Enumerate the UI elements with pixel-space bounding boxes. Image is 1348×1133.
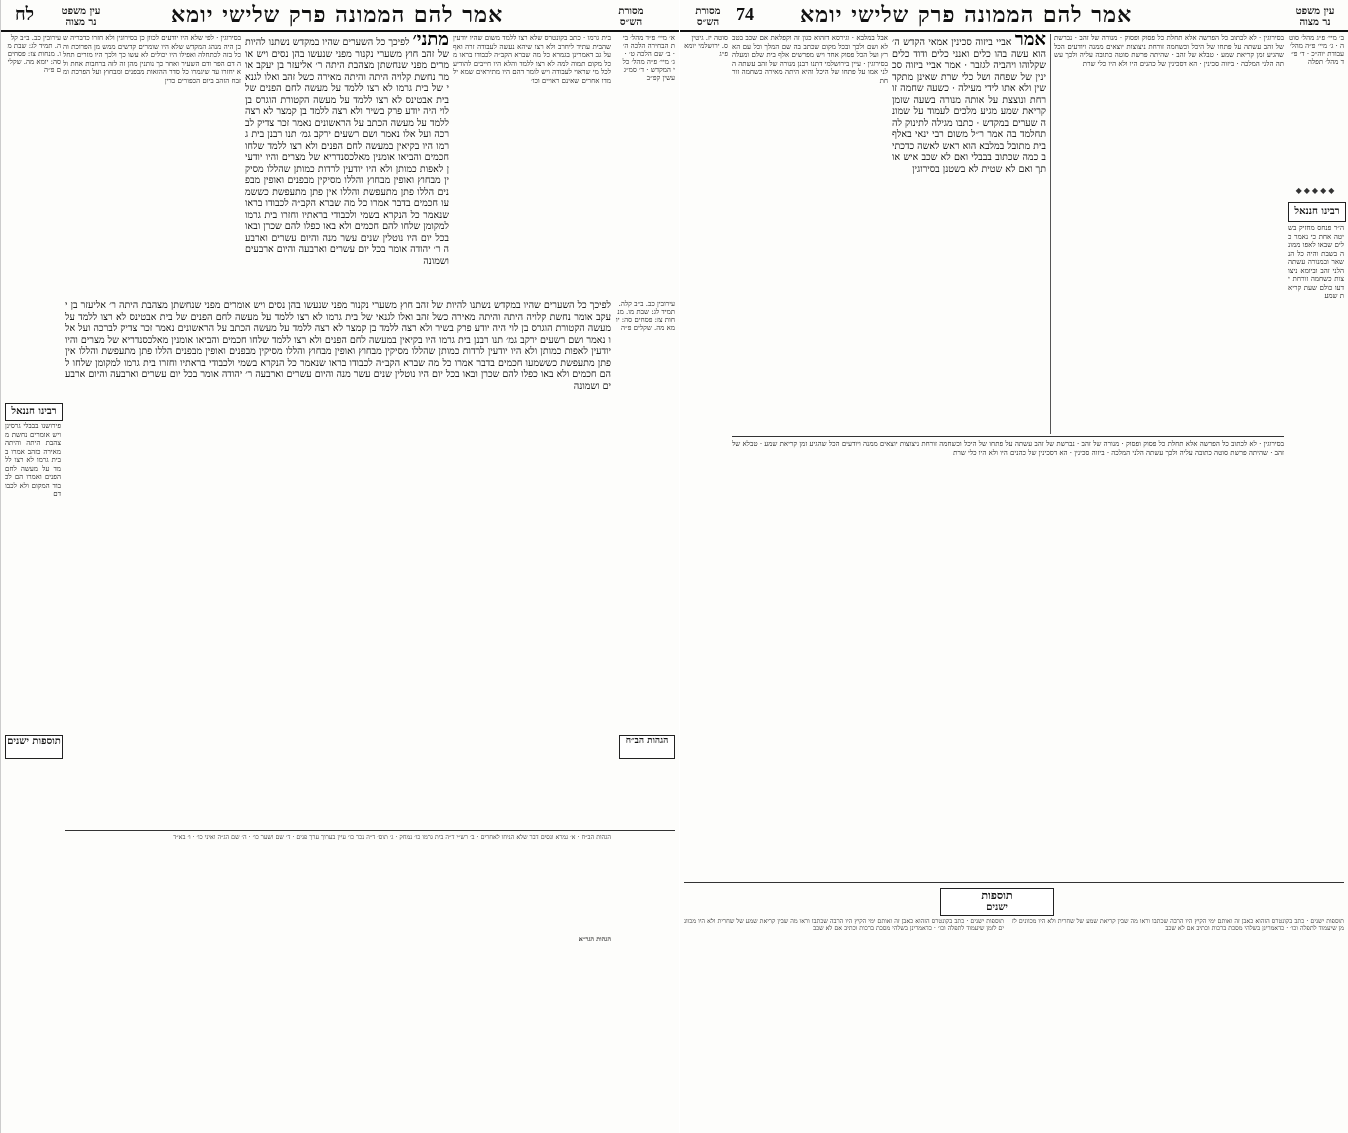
left-gemara-open-word: מתני׳ xyxy=(412,34,449,50)
left-notes-block: הגהות הב״ח · א׳ גמרא ונסים דבר שלא הניחו לאחרים · ב׳ רש״י ד״ה בית גרמו כו׳ נמחק · ג׳ תוס׳ ד״ה נכר כו׳ עיין בערוך ערך פנים · ד׳ שם ושער כו׳ · ה׳ שם הג״ה ואיני כו׳ · ו׳ בא״ד xyxy=(173,834,611,841)
left-tosafot-yeshanim-box: תוספות ישנים xyxy=(5,735,63,759)
right-page xyxy=(680,0,1348,1133)
right-gemara-open-word: אמר xyxy=(1014,34,1046,50)
left-page-outer-margin: עירובין כב. ב״ב קלה. תמיד לג: שבת מו. מנחות צז: פסחים סה: יומא מה. שקלים פ״ה xyxy=(7,34,61,74)
right-page-inner-margin: סוטה יז. גיטין ס. ירושלמי יומא פ״ג xyxy=(684,34,728,58)
left-page-inner-margin: א׳ מיי׳ פ״ד מהל׳ בית הבחירה הלכה ה׳ · ב׳ שם הלכה ט׳ · ג׳ מיי׳ פ״ה מהל׳ כלי המקדש · ד׳ סמ״ג עשין קפ״ב xyxy=(622,34,675,82)
right-page-outer-margin: ב׳ מיי׳ פ״ג מהל׳ סוטה · ג׳ מיי׳ פ״ה מהל׳ עבודת יוה״כ · ד׳ פ״ד מהל׳ תפלה xyxy=(1288,34,1344,66)
right-tosafot-divider xyxy=(684,882,1344,883)
left-page-title: אמר להם הממונה פרק שלישי יומא xyxy=(171,2,504,28)
left-masoret-label: מסורת הש״ס xyxy=(618,6,644,28)
right-page-number: 74 xyxy=(736,4,754,24)
right-column-rule xyxy=(1050,34,1051,434)
right-gemara-main xyxy=(892,34,1046,432)
right-rashi-top: בסירוגין · לא לכתוב כל הפרשה אלא תחלת כל פסוק ופסוק · מנורה של זהב · נברשת של זהב עשתה על פתחו של היכל וכשחמה זורחת ניצוצות יוצאים ממנה ויודעים הכל שהגיע זמן קריאת שמע · טבלא של זהב · שהיתה פרשת סוטה כתובה עליה ולכך עשתה הלני המלכה · ביזוה סכינין · הא דסכינין של כהנים היו ולא היו כלי שרת xyxy=(1054,34,1284,68)
right-yeshanim-label: ישנים xyxy=(986,902,1008,913)
right-notes-right: תוספות ישנים · כתב בקונטרס הזהוא כאבן זה ואותם ימי הקיץ היו הרבה שכתבו וראו מה שבין קריאת שמע של שחרית ולא היו מכוונים לזמן שיעמוד לתפלה וכו׳ · כדאמרינן בשלהי מסכת ברכות וכתיב אם לא שכב xyxy=(1012,918,1344,933)
right-notes-left: תוספות ישנים · כתב בקונטרס הזהוא כאבן זה ואותם ימי הקיץ היו הרבה שכתבו וראו מה שבין קריאת שמע של שחרית ולא היו מכוונים לזמן שיעמוד לתפלה וכו׳ · כדאמרינן בשלהי מסכת ברכות וכתיב אם לא שכב xyxy=(684,918,1004,933)
right-tosafot-top: אבל במלבא · וגירסא דזהוא כגון זה וקפלאת אם שכב בטבלא ושם ולכך ובכל מקום שכתב בה שם המלך וכל עם הארץ ועל הכל פסוק אחד ויש מפרשים אלף בית שלם ומעלה בסירוגין · עיין בירושלמי דתנו רבנן מנורה של זהב עשתה הלני אמו על פתחו של היכל והיא היתה מאירה כשחמה זורחת xyxy=(732,34,888,85)
left-rabbeinu-chananel-box: רבינו חננאל xyxy=(5,403,63,421)
right-tosafot-label: תוספות xyxy=(981,889,1013,902)
left-page-number: לח xyxy=(15,4,35,24)
left-hagahot-box: הגהות הב״ח xyxy=(619,735,675,759)
left-rabbeinu-chananel-text: פירושנו בבבלי גרסינן ויש אומרים נחשת מצהבת היתה והיתה מאירה כזהב אמרו בבית גרמו לא רצו ללמד על מעשה לחם הפנים ואמרו הם לכבוד המקום ולא לכבודם xyxy=(5,422,61,498)
left-notes-divider xyxy=(65,830,675,831)
left-gemara-wide: לפיכך כל השערים שהיו במקדש נשתנו להיות של זהב חוץ משערי נקנור מפני שנעשו בהן נסים ויש אומרים מפני שנחשתן מצהבת היתה ר׳ אליעזר בן יעקב אומר נחשת קלויה היתה והיתה מאירה כשל זהב ואלו לגנאי של בית גרמו לא רצו ללמד על מעשה לחם הפנים של בית אבטינס לא רצו ללמד על מעשה הקטורת הוגרס בן לוי היה יודע פרק בשיר ולא רצה ללמד בן קמצר לא רצה ללמד על מעשה הכתב על הראשונים נאמר זכר צדיק לברכה ועל אלו נאמר ושם רשעים ירקב גמ׳ תנו רבנן בית גרמו היו בקיאין במעשה לחם הפנים ולא רצו ללמד שלחו חכמים והביאו אומנין מאלכסנדריא של מצרים והיו יודעין לאפות כמותן ולא היו יודעין לרדות כמותן שהללו מסיקין מבחוץ ואופין מבחוץ והללו מסיקין מבפנים ואופין מבפנים הללו פתן מתעפשת והללו אין פתן מתעפשת כששמעו חכמים בדבר אמרו כל מה שברא הקב״ה לכבודו בראו שנאמר כל הנקרא בשמי ולכבודי בראתיו וחזרו בית גרמו למקומן שלחו להם חכמים ולא באו כפלו להם שכרן ובאו בכל יום היו נוטלין שנים עשר מנה והיום עשרים וארבעה ר׳ יהודה אומר בכל יום עשרים וארבעה והיום ארבעים ושמונה xyxy=(65,300,611,392)
left-page-header xyxy=(1,0,679,32)
left-gemara-main xyxy=(245,34,449,296)
left-footer-label: הגהות הגר״א xyxy=(578,936,611,943)
right-gemara-divider xyxy=(732,436,1284,437)
right-page-title: אמר להם הממונה פרק שלישי יומא xyxy=(800,2,1133,28)
right-rabbeinu-chananel-text: ה״ר פנחס מחזיק בשיטה אחת כי נאמר כלים שבאו לאפו ממונה בשבת והיה כל הנשאר ובמנורה עשתה הלני זהב וביומא ניצוצות כשחמה זורחת ידעו כולם שעת קריאת שמע xyxy=(1288,224,1344,300)
right-gemara-text: אביי ביזוה סכינין אמאי הקדש ה׳ הוא עשה בהו כלים ואנני כלים ודוד כלים שקלוהו ויהביה לגזבר · אמר אביי ביזוה סכינין של שפחה ושל כלי שרת שאינן מתקדשין ולא אתו לידי מעילה · כשעה שחמה זורחת ונוצצת על אותה מנורה בשעה שזמן קריאת שמע מגיע מלכים לעמוד על שמונה שערים במקדש · כתבו מגילה לתינוק להתחלמד בה אמר ר״ל משום רבי ינאי באלף בית מתובל במלבא הוא ראש לאשה כדכתיב כמה שכתוב בבבלי ואם לא שכב איש אותך ואם לא שטית לא בשטנן בסירוגין xyxy=(892,37,1046,175)
left-tosafot-top: בית גרמו · כתב בקונטרס שלא רצו ללמד משום שהיו יודעין שהבית עתיד ליחרב ולא רצו שיהא נעשה לעבודה זרה ואף על גב דאמרינן בגמרא כל מה שברא הקב״ה לכבודו בראו מכל מקום תמוה למה לא רצו ללמד והלא היו חייבים להודיע לכל מי שראוי לעבודה ויש לומר דהם היו מתיראים שמא ילמדו אחרים שאינם ראויים וכו׳ xyxy=(453,34,611,85)
right-ein-mishpat-label: עין משפט נר מצוה xyxy=(1295,6,1335,28)
left-gemara-text: לפיכך כל השערים שהיו במקדש נשתנו להיות של זהב חוץ משערי נקנור מפני שנעשו בהן נסים ויש אומרים מפני שנחשתן מצהבת היתה ר׳ אליעזר בן יעקב אומר נחשת קלויה היתה והיתה מאירה כשל זהב ואלו לגנאי של בית גרמו לא רצו ללמד על מעשה לחם הפנים של בית אבטינס לא רצו ללמד על מעשה הקטורת הוגרס בן לוי היה יודע פרק בשיר ולא רצה ללמד בן קמצר לא רצה ללמד על מעשה הכתב על הראשונים נאמר זכר צדיק לברכה ועל אלו נאמר ושם רשעים ירקב גמ׳ תנו רבנן בית גרמו היו בקיאין במעשה לחם הפנים ולא רצו ללמד שלחו חכמים והביאו אומנין מאלכסנדריא של מצרים והיו יודעין לאפות כמותן ולא היו יודעין לרדות כמותן שהללו מסיקין מבחוץ ואופין מבחוץ והללו מסיקין מבפנים ואופין מבפנים הללו פתן מתעפשת והללו אין פתן מתעפשת כששמעו חכמים בדבר אמרו כל מה שברא הקב״ה לכבודו בראו שנאמר כל הנקרא בשמי ולכבודי בראתיו וחזרו בית גרמו למקומן שלחו להם חכמים ולא באו כפלו להם שכרן ובאו בכל יום היו נוטלין שנים עשר מנה והיום עשרים וארבעה ר׳ יהודה אומר בכל יום עשרים וארבעה והיום ארבעים ושמונה xyxy=(245,37,449,267)
right-rashi-wide: בסירוגין · לא לכתוב כל הפרשה אלא תחלת כל פסוק ופסוק · מנורה של זהב · נברשת של זהב עשתה על פתחו של היכל וכשחמה זורחת ניצוצות יוצאים ממנה ויודעים הכל שהגיע זמן קריאת שמע · טבלא של זהב · שהיתה פרשת סוטה כתובה עליה ולכך עשתה הלני המלכה · ביזוה סכינין · הא דסכינין של כהנים היו ולא היו כלי שרת xyxy=(732,440,1284,457)
right-ornament-rule: ◆◆◆◆◆ xyxy=(1295,186,1337,195)
left-rashi-top: בסירוגין · לפי שלא היו יודעים לכוון כן בסירוגין ולא חזרו כדבריה שכן היה מנהג המקדש שלא היו שומרים קדשים ממש מן הפרוכת והכל בזה לכתחלה ואפילו היו יכולים לא עשו כך ולכך היו מזרים תחלה דם הפר ודם השעיר ואחר כך נותנין מהן זה לזה ברחבות אחת ולא יחזרו עד שיגמרו כל סדר ההזאות מבפנים ומבחוץ ועל הפרכת ומזבח הזהב ביום הכפורים כדין xyxy=(63,34,241,85)
left-ein-mishpat-label: עין משפט נר מצוה xyxy=(61,6,101,28)
left-inner-notes: עירובין כב. ב״ב קלה. תמיד לג: שבת מו. מנחות צז: פסחים סה: יומא מה. שקלים פ״ה xyxy=(615,300,675,332)
right-masoret-label: מסורת הש״ס xyxy=(695,6,721,28)
right-rabbeinu-chananel-box: רבינו חננאל xyxy=(1288,202,1346,222)
right-tosafot-box xyxy=(940,888,1054,916)
right-page-header xyxy=(680,0,1348,32)
